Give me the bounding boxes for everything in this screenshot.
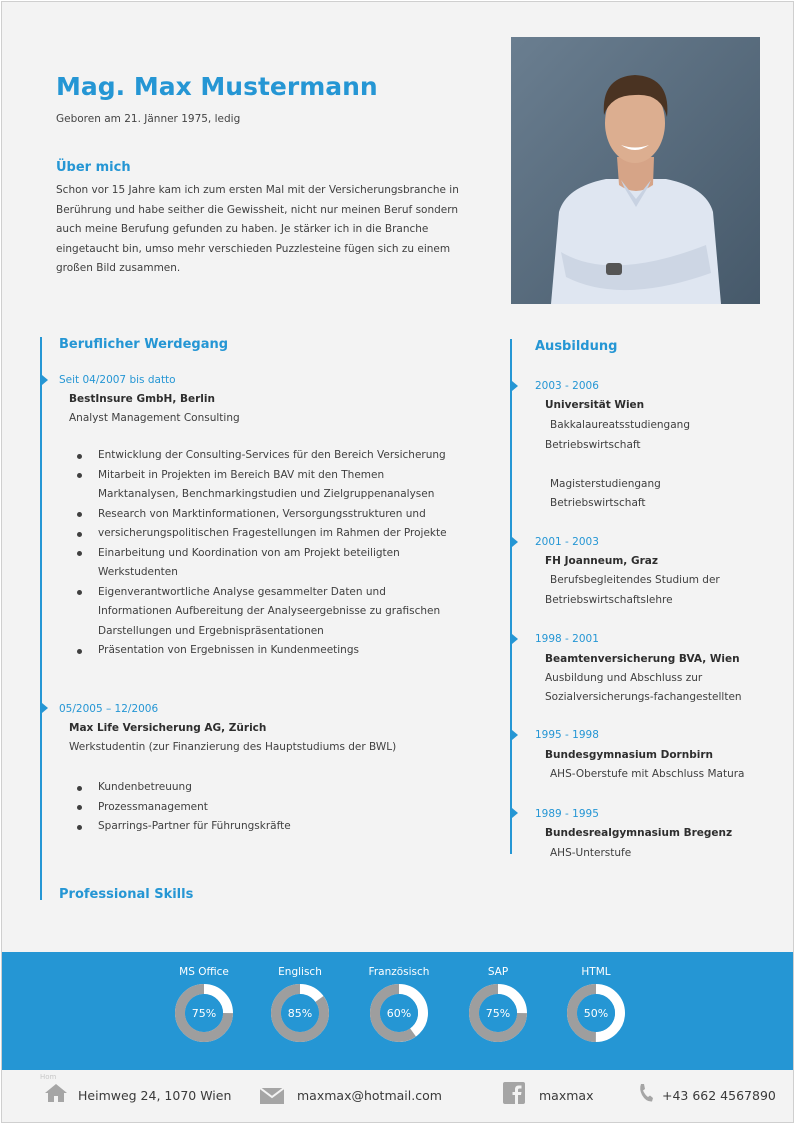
edu-3-line: Sozialversicherungs-fachangestellten [545,691,742,703]
address-text: Heimweg 24, 1070 Wien [78,1088,232,1103]
education-timeline-line [510,339,512,854]
candidate-name: Mag. Max Mustermann [56,72,378,101]
list-item: Werkstudenten [98,566,178,578]
edu-5-line: AHS-Unterstufe [550,847,632,859]
list-item: Darstellungen und Ergebnispräsentationen [98,624,324,637]
timeline-marker [512,730,518,740]
edu-2-line: Betriebswirtschaftslehre [545,594,673,606]
edu-1-line: Betriebswirtschaft [545,439,641,451]
about-heading: Über mich [56,160,131,175]
job-1-role: Analyst Management Consulting [69,412,240,424]
mail-icon [260,1088,284,1104]
facebook-link[interactable]: maxmax [539,1088,594,1103]
skills-heading: Professional Skills [59,887,194,902]
list-item: Prozessmanagement [70,798,291,818]
edu-1-line: Betriebswirtschaft [550,497,646,509]
edu-2-school: FH Joanneum, Graz [545,555,658,567]
skill-donut [270,983,330,1043]
job-1-date: Seit 04/2007 bis datto [59,374,176,386]
profile-photo [511,37,760,304]
skill-percent-label: 85% [287,1007,313,1020]
edu-4-date: 1995 - 1998 [535,729,599,741]
job-2-company: Max Life Versicherung AG, Zürich [69,722,267,734]
phone-icon [638,1083,654,1103]
email-link[interactable]: maxmax@hotmail.com [297,1088,442,1103]
skill-name: HTML [581,966,611,978]
job-2-bullets [70,778,291,837]
footer-small-text: Hom [40,1073,57,1081]
career-timeline-line [40,337,42,900]
skill-franzoesisch [359,966,439,1043]
list-item: Entwicklung der Consulting-Services für den Bereich Versicherung [70,446,447,466]
skills-band [2,952,794,1070]
skill-englisch [260,966,340,1043]
job-1-bullets [70,446,447,661]
edu-4-school: Bundesgymnasium Dornbirn [545,749,713,761]
skill-name: SAP [487,966,509,978]
list-item: Informationen Aufbereitung der Analyseergebnisse zu grafischen [98,605,441,617]
cv-page [1,1,794,1123]
skill-name: Französisch [368,966,430,978]
skill-percent-label: 50% [583,1007,609,1020]
edu-2-date: 2001 - 2003 [535,536,599,548]
skill-percent-label: 75% [191,1007,217,1020]
list-item: Sparrings-Partner für Führungskräfte [70,817,291,837]
phone-link[interactable]: +43 662 4567890 [662,1088,776,1103]
job-2-date: 05/2005 – 12/2006 [59,703,159,715]
job-1-company: BestInsure GmbH, Berlin [69,393,215,405]
list-item: Präsentation von Ergebnissen in Kundenmeetings [70,641,447,661]
list-item: versicherungspolitischen Fragestellungen im Rahmen der Projekte [70,524,447,544]
skill-donut [174,983,234,1043]
list-item: Eigenverantwortliche Analyse gesammelter Daten und [70,583,447,603]
list-item: Mitarbeit in Projekten im Bereich BAV mit den Themen [70,466,447,486]
skill-sap [458,966,538,1043]
skill-ms-office [164,966,244,1043]
skill-donut [468,983,528,1043]
timeline-marker [512,381,518,391]
skill-percent-label: 75% [485,1007,511,1020]
contact-footer [2,1070,794,1123]
edu-1-line: Bakkalaureatsstudiengang [550,419,690,431]
edu-5-date: 1989 - 1995 [535,808,599,820]
edu-1-school: Universität Wien [545,399,645,411]
home-icon [44,1083,68,1103]
edu-5-school: Bundesrealgymnasium Bregenz [545,827,733,839]
skill-html [556,966,636,1043]
edu-4-line: AHS-Oberstufe mit Abschluss Matura [550,768,745,780]
timeline-marker [512,808,518,818]
job-2-role: Werkstudentin (zur Finanzierung des Hauptstudiums der BWL) [69,741,397,753]
edu-1-date: 2003 - 2006 [535,380,599,392]
list-item: Kundenbetreuung [70,778,291,798]
edu-2-line: Berufsbegleitendes Studium der [550,574,720,586]
timeline-marker [512,634,518,644]
birth-info: Geboren am 21. Jänner 1975, ledig [56,113,241,125]
timeline-marker [512,537,518,547]
list-item: Einarbeitung und Koordination von am Projekt beteiligten [70,544,447,564]
facebook-icon [503,1082,525,1104]
list-item: Marktanalysen, Benchmarkingstudien und Zielgruppenanalysen [98,488,435,500]
timeline-marker [42,375,48,385]
list-item: Research von Marktinformationen, Versorgungsstrukturen und [70,505,447,525]
skill-donut [566,983,626,1043]
edu-3-date: 1998 - 2001 [535,633,599,645]
edu-3-line: Ausbildung und Abschluss zur [545,672,703,684]
career-heading: Beruflicher Werdegang [59,337,229,352]
edu-1-line: Magisterstudiengang [550,478,661,490]
skill-name: Englisch [278,966,322,978]
skill-percent-label: 60% [386,1007,412,1020]
timeline-marker [42,703,48,713]
skill-donut [369,983,429,1043]
education-heading: Ausbildung [535,339,618,354]
edu-3-school: Beamtenversicherung BVA, Wien [545,653,740,665]
about-text: Schon vor 15 Jahre kam ich zum ersten Mal mit der Versicherungsbranche in Berührung und habe seither die Gewissheit, nicht nur meinen Beruf sondern auch meine Berufung gefunden zu haben. Je stärker ich in die Branche eingetaucht bin, umso mehr verschieden Puzzlesteine fügen sich zu einem großen Bild zusammen. [56,184,459,274]
skill-name: MS Office [179,966,229,978]
